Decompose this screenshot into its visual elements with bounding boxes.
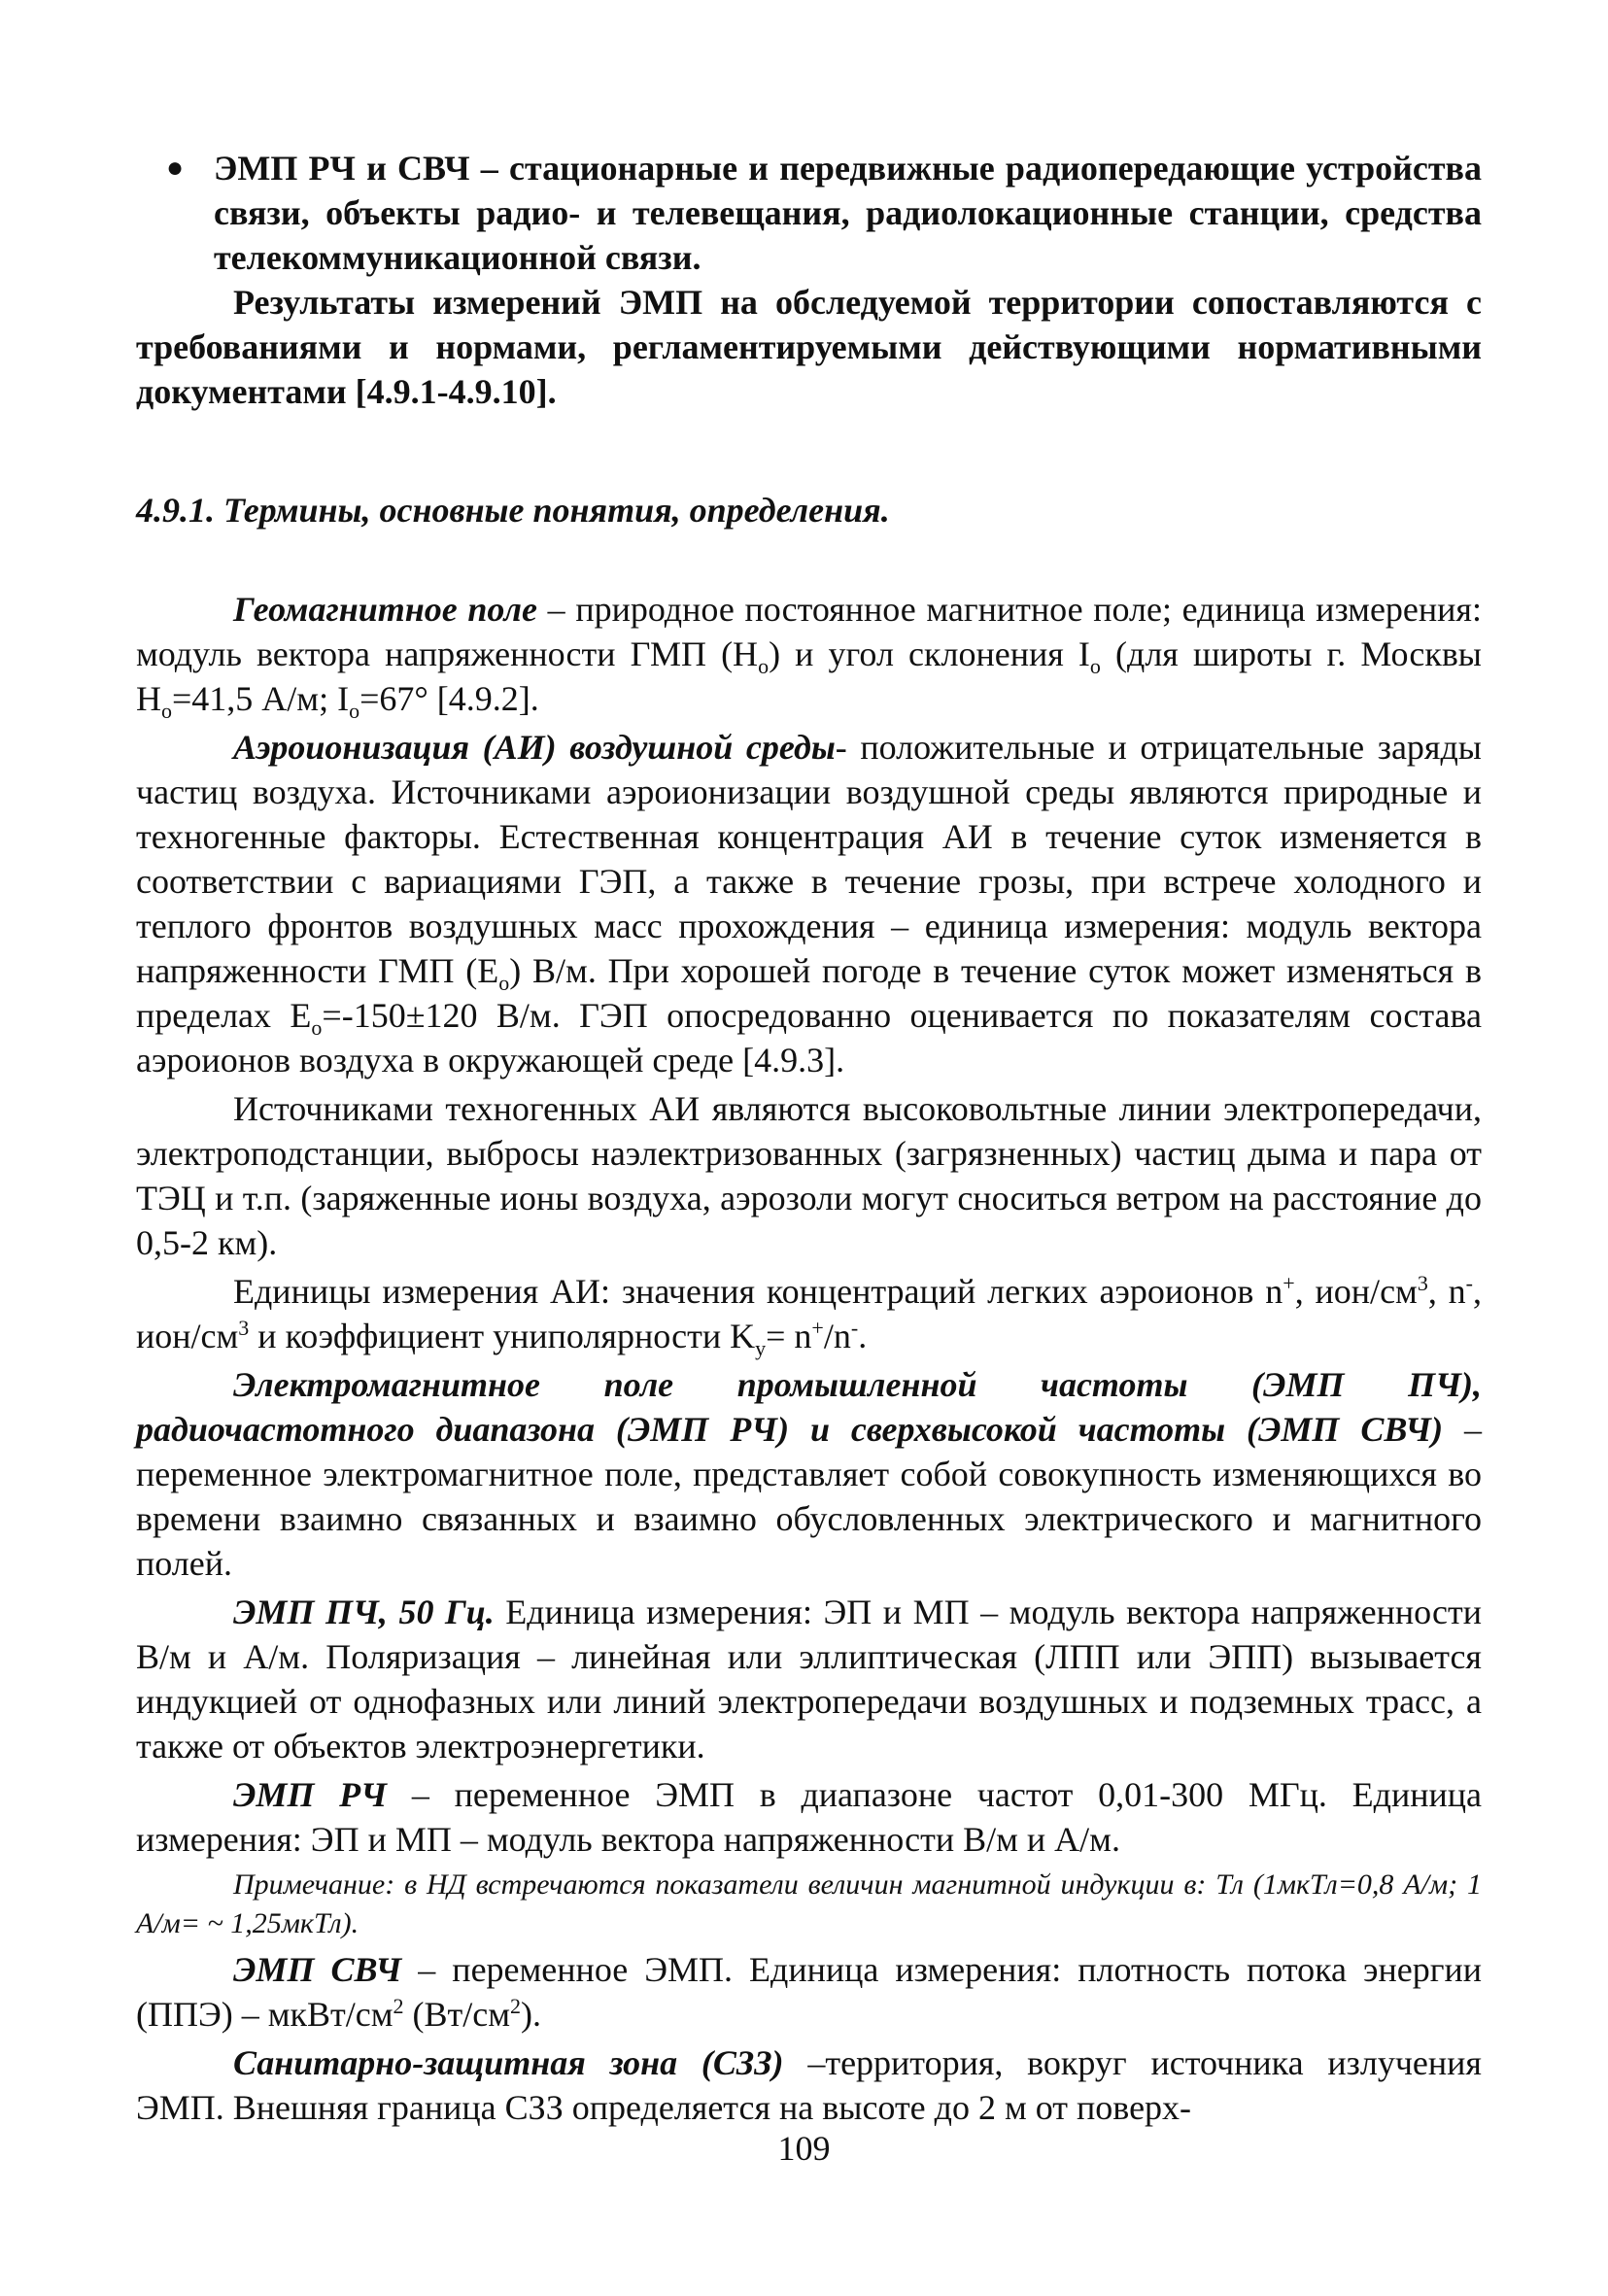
note: Примечание: в НД встречаются показатели величин магнитной индукции в: Тл (1мкТл=0,8 А/м; 1 А/м= ~ 1,25мкТл). bbox=[136, 1868, 1482, 1939]
paragraph-geomagnetic: Геомагнитное поле – природное постоянное магнитное поле; единица измерения: модуль вектора напряженности ГМП $(H_o)$ и угол склонения $I_o$ (для широты г. Москвы $H_o=41,5$ А/м; $I_o=67^\circ$ [4.9.2]. bbox=[136, 590, 1482, 724]
intro-paragraph: Результаты измерений ЭМП на обследуемой территории сопоставляются с требованиями и нормами, регламентируемыми действующими нормативными документами [4.9.1-4.9.10]. bbox=[136, 283, 1482, 411]
term-emf: Электромагнитное поле промышленной частоты (ЭМП ПЧ), радиочастотного диапазона (ЭМП РЧ) и сверхвысокой частоты (ЭМП СВЧ) bbox=[136, 1365, 1482, 1449]
paragraph-emf-microwave: ЭМП СВЧ – переменное ЭМП. Единица измерения: плотность потока энергии (ППЭ) – мкВт/$см^2$ $(Вт/см^2)$. bbox=[136, 1950, 1483, 2034]
page-body bbox=[136, 146, 1482, 2130]
page-number: 109 bbox=[777, 2129, 831, 2168]
term-emf-rf: ЭМП РЧ bbox=[233, 1775, 388, 1814]
bullet-text: ЭМП РЧ и СВЧ – стационарные и передвижные радиопередающие устройства связи, объекты радио- и телевещания, радиолокационные станции, средства телекоммуникационной связи. bbox=[214, 149, 1482, 277]
paragraph-technogenic-sources: Источниками техногенных АИ являются высоковольтные линии электропередачи, электроподстанции, выбросы наэлектризованных (загрязненных) частиц дыма и пара от ТЭЦ и т.п. (заряженные ионы воздуха, аэрозоли могут сноситься ветром на расстояние до 0,5-2 км). bbox=[136, 1089, 1482, 1262]
paragraph-sanitary-zone: Санитарно-защитная зона (СЗЗ) –территория, вокруг источника излучения ЭМП. Внешняя граница СЗЗ определяется на высоте до 2 м от поверх- bbox=[136, 2043, 1482, 2127]
term-sanitary-zone: Санитарно-защитная зона (СЗЗ) bbox=[233, 2043, 784, 2082]
paragraph-emf-rf: ЭМП РЧ – переменное ЭМП в диапазоне частот 0,01-300 МГц. Единица измерения: ЭП и МП – модуль вектора напряженности В/м и А/м. bbox=[136, 1775, 1482, 1859]
term-geomagnetic: Геомагнитное поле bbox=[233, 590, 537, 629]
section-heading: 4.9.1. Термины, основные понятия, определения. bbox=[136, 491, 890, 530]
paragraph-ai-units: Единицы измерения АИ: значения концентраций легких аэроионов n+, ион/$см^3$, n-, ион/$см^3$ и коэффициент униполярности $K_y= n^+/n^-$. bbox=[136, 1271, 1482, 1361]
paragraph-aeroionization: Аэроионизация (АИ) воздушной среды- положительные и отрицательные заряды частиц воздуха. Источниками аэроионизации воздушной среды являются природные и техногенные факторы. Естественная концентрация АИ в течение суток изменяется в соответствии с вариациями ГЭП, а также в течение грозы, при встрече холодного и теплого фронтов воздушных масс прохождения – единица измерения: модуль вектора напряженности ГМП $(E_o)$ В/м. При хорошей погоде в течение суток может изменяться в пределах $E_o=-150\pm 120$ В/м. ГЭП опосредованно оценивается по показателям состава аэроионов воздуха в окружающей среде [4.9.3]. bbox=[136, 728, 1482, 1079]
paragraph-emf-pf: ЭМП ПЧ, 50 Гц. Единица измерения: ЭП и МП – модуль вектора напряженности В/м и А/м. Поляризация – линейная или эллиптическая (ЛПП или ЭПП) вызывается индукцией от однофазных или линий электропередачи воздушных и подземных трасс, а также от объектов электроэнергетики. bbox=[136, 1593, 1482, 1765]
term-emf-microwave: ЭМП СВЧ bbox=[233, 1950, 402, 1989]
term-aeroionization: Аэроионизация (АИ) воздушной среды bbox=[233, 728, 836, 767]
bullet-dot-icon: ● bbox=[165, 152, 185, 184]
term-emf-pf: ЭМП ПЧ, 50 Гц. bbox=[233, 1593, 495, 1631]
bullet-item bbox=[136, 146, 1482, 280]
paragraph-emf-definition: Электромагнитное поле промышленной частоты (ЭМП ПЧ), радиочастотного диапазона (ЭМП РЧ) и сверхвысокой частоты (ЭМП СВЧ) – переменное электромагнитное поле, представляет собой совокупность изменяющихся во времени взаимно связанных и взаимно обусловленных электрического и магнитного полей. bbox=[136, 1365, 1483, 1583]
